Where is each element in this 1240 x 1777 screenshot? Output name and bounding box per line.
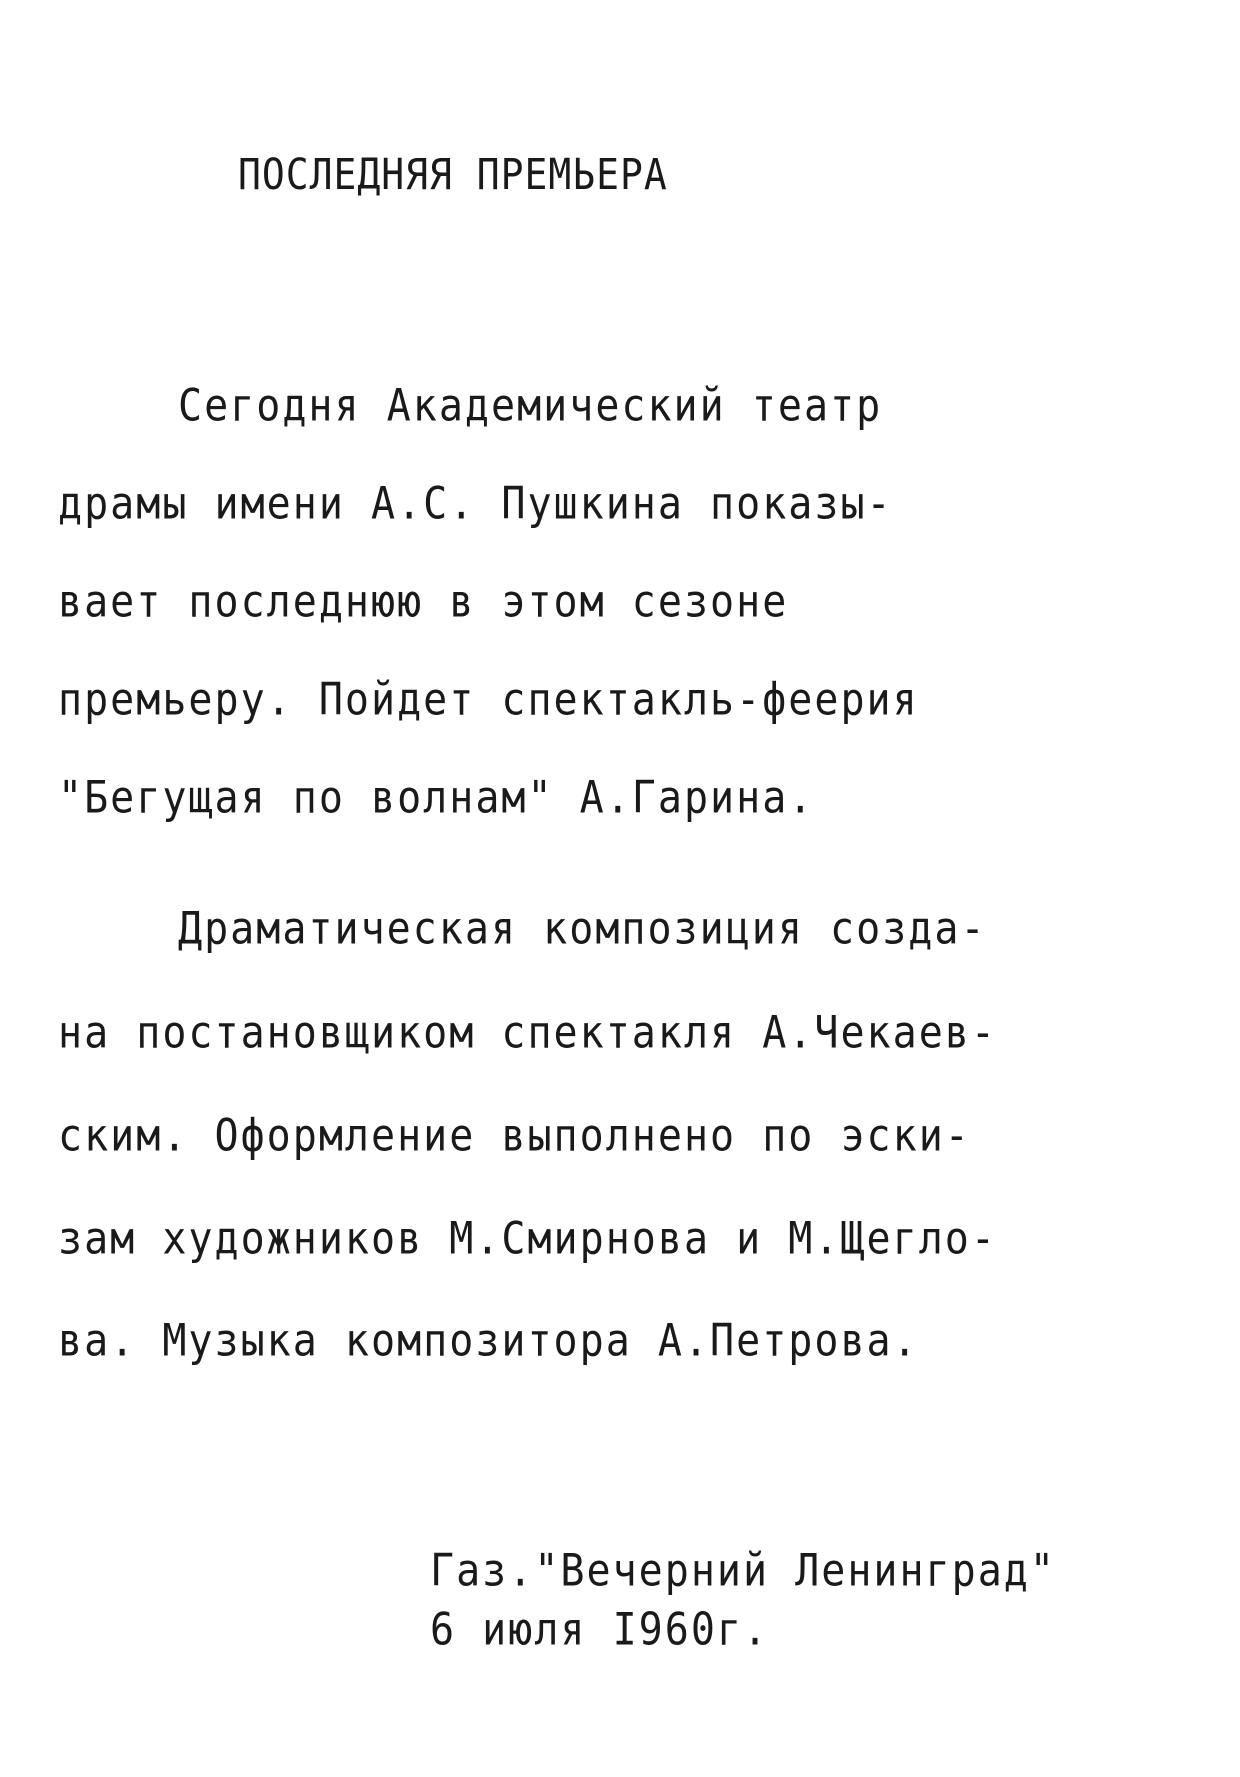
paragraph-2-line-2: на постановщиком спектакля А.Чекаев-: [58, 1007, 997, 1059]
paragraph-1-line-2: драмы имени А.С. Пушкина показы-: [58, 478, 893, 530]
paragraph-1-line-3: вает последнюю в этом сезоне: [58, 576, 789, 628]
paragraph-2-line-3: ским. Оформление выполнено по эски-: [58, 1110, 971, 1162]
paragraph-2-line-1: Драматическая композиция созда-: [178, 903, 987, 955]
source-newspaper: Газ."Вечерний Ленинград": [430, 1545, 1056, 1597]
paragraph-1-line-4: премьеру. Пойдет спектакль-феерия: [58, 674, 919, 726]
paragraph-1-line-1: Сегодня Академический театр: [178, 380, 883, 432]
paragraph-2-line-4: зам художников М.Смирнова и М.Щегло-: [58, 1213, 997, 1265]
source-date: 6 июля I960г.: [430, 1604, 770, 1656]
document-title: ПОСЛЕДНЯЯ ПРЕМЬЕРА: [238, 150, 668, 200]
paragraph-2-line-5: ва. Музыка композитора А.Петрова.: [58, 1315, 919, 1367]
paragraph-1-line-5: "Бегущая по волнам" А.Гарина.: [58, 772, 815, 824]
